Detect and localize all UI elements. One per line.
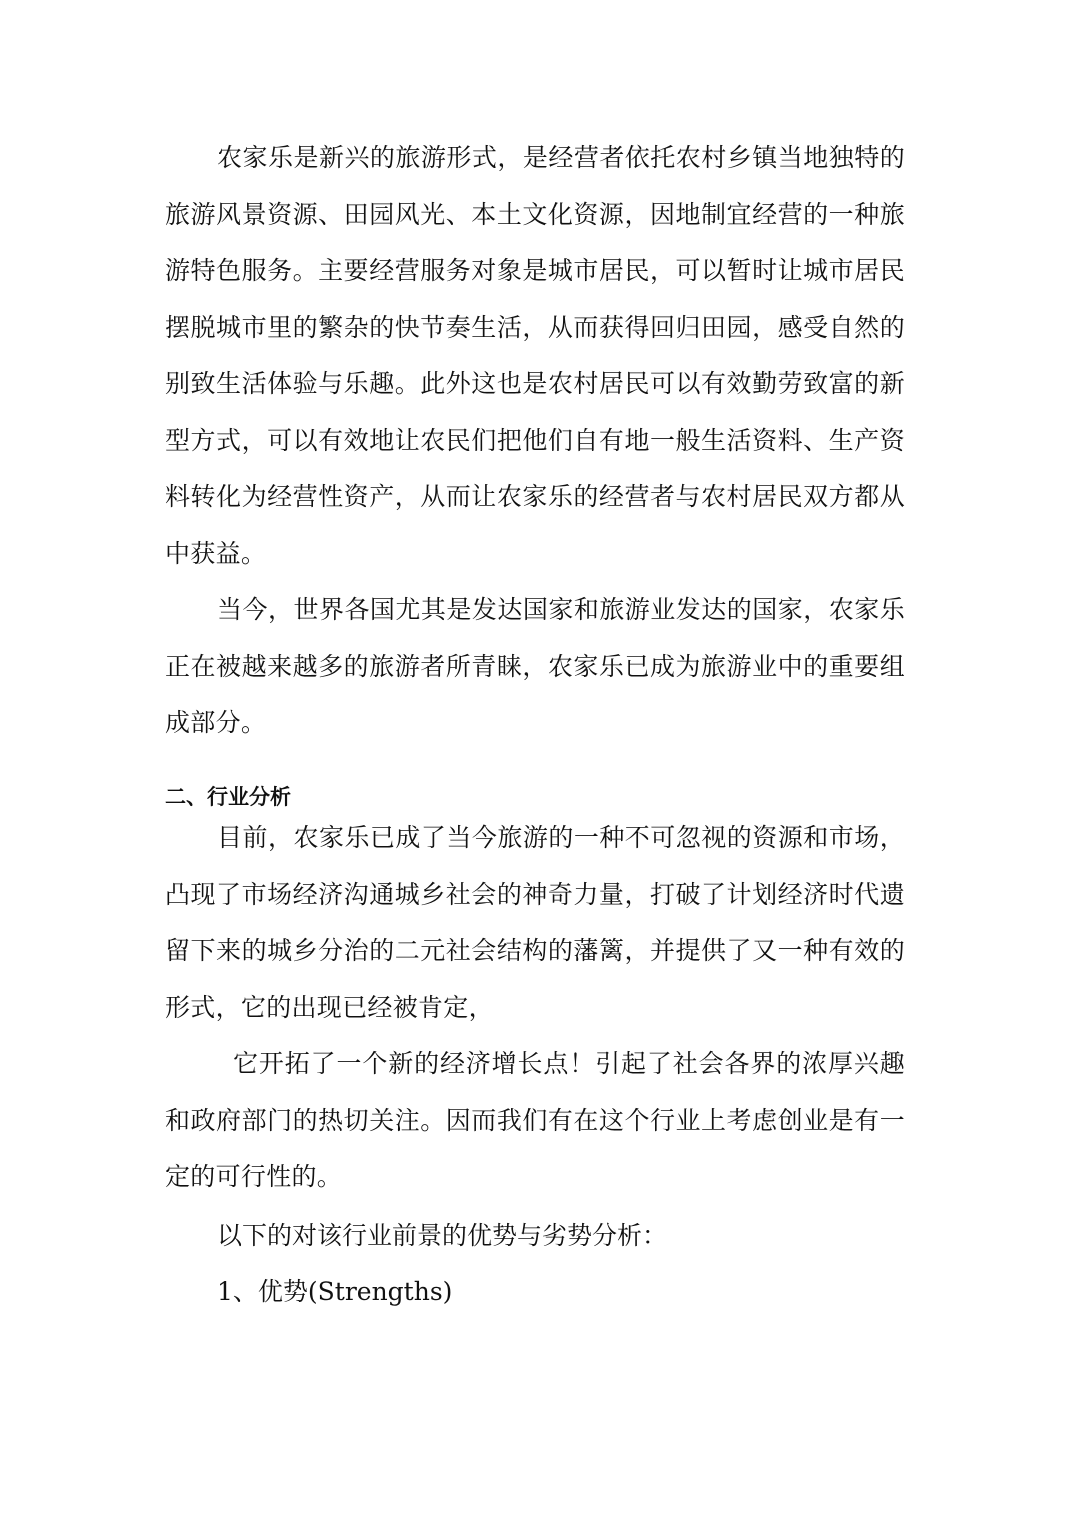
- section-heading: 二、行业分析: [165, 785, 291, 809]
- analysis-intro: 以下的对该行业前景的优势与劣势分析：: [217, 1221, 668, 1250]
- paragraph-intro: 农家乐是新兴的旅游形式，是经营者依托农村乡镇当地独特的旅游风景资源、田园风光、本土文化资源，因地制宜经营的一种旅游特色服务。主要经营服务对象是城市居民，可以暂时让城市居民摆脱城市里的繁杂的快节奏生活，从而获得回归田园，感受自然的别致生活体验与乐趣。此外这也是农村居民可以有效勤劳致富的新型方式，可以有效地让农民们把他们自有地一般生活资料、生产资料转化为经营性资产，从而让农家乐的经营者与农村居民双方都从中获益。: [165, 143, 905, 568]
- paragraph-growth-point: 它开拓了一个新的经济增长点！引起了社会各界的浓厚兴趣和政府部门的热切关注。因而我们有在这个行业上考虑创业是有一定的可行性的。: [165, 1049, 905, 1191]
- paragraph-global-trend: 当今，世界各国尤其是发达国家和旅游业发达的国家，农家乐正在被越来越多的旅游者所青睐，农家乐已成为旅游业中的重要组成部分。: [165, 595, 905, 737]
- paragraph-industry-status: 目前，农家乐已成了当今旅游的一种不可忽视的资源和市场，凸现了市场经济沟通城乡社会的神奇力量，打破了计划经济时代遗留下来的城乡分治的二元社会结构的藩篱，并提供了又一种有效的形式，它的出现已经被肯定，: [165, 823, 905, 1022]
- subheading-strengths: 1、优势(Strengths): [217, 1277, 453, 1306]
